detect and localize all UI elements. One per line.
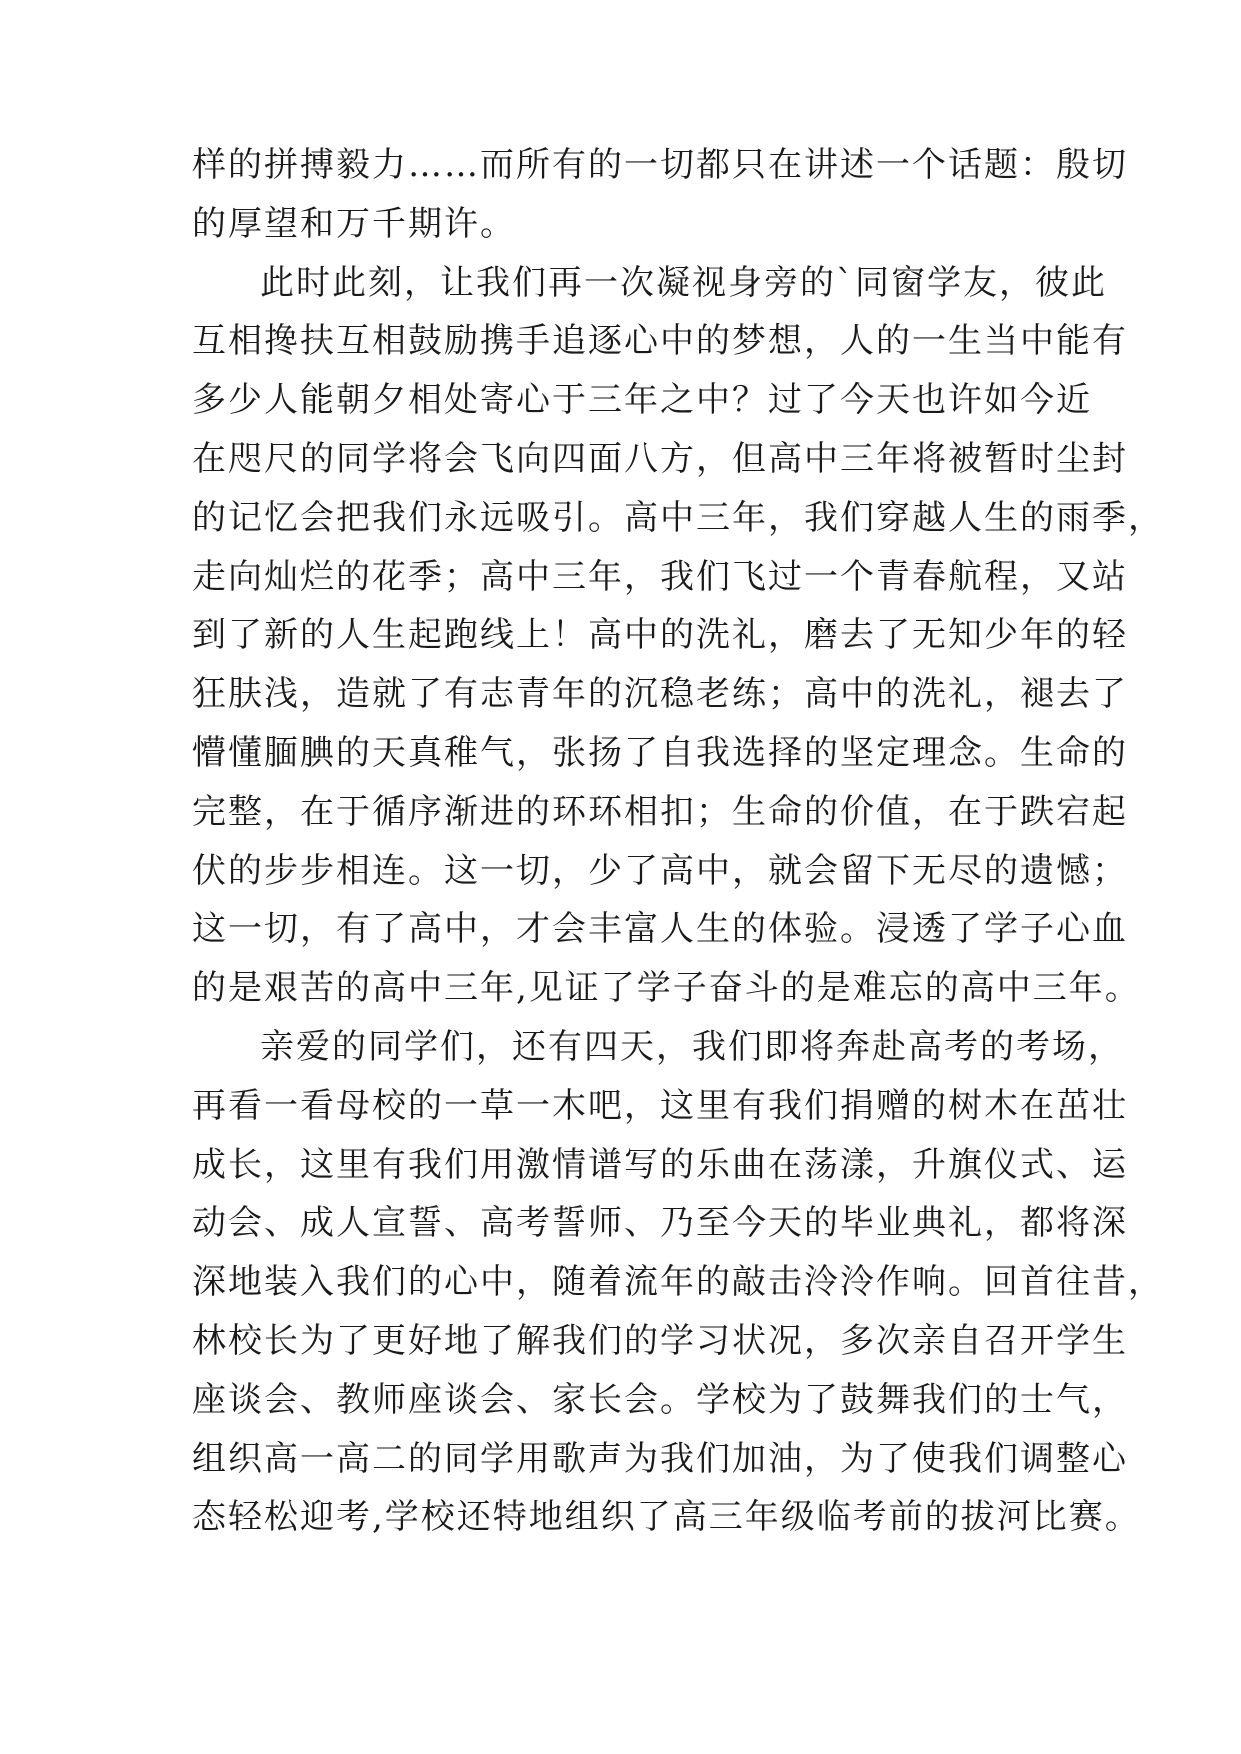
text-line: 完整，在于循序渐进的环环相扣；生命的价值，在于跌宕起 [192, 791, 1128, 832]
text-line: 组织高一高二的同学用歌声为我们加油，为了使我们调整心 [192, 1438, 1128, 1479]
text-line: 懵懂腼腆的天真稚气，张扬了自我选择的坚定理念。生命的 [192, 732, 1128, 773]
text-line: 态轻松迎考,学校还特地组织了高三年级临考前的拔河比赛。 [192, 1497, 1141, 1538]
text-line: 林校长为了更好地了解我们的学习状况，多次亲自召开学生 [192, 1320, 1128, 1361]
text-line: 走向灿烂的花季；高中三年，我们飞过一个青春航程，又站 [192, 556, 1128, 597]
text-line: 在咫尺的同学将会飞向四面八方，但高中三年将被暂时尘封 [192, 438, 1128, 479]
text-line: 互相搀扶互相鼓励携手追逐心中的梦想，人的一生当中能有 [192, 321, 1128, 362]
text-line: 成长，这里有我们用激情谱写的乐曲在荡漾，升旗仪式、运 [192, 1144, 1128, 1185]
text-line: 伏的步步相连。这一切，少了高中，就会留下无尽的遗憾； [192, 850, 1128, 891]
text-line: 此时此刻，让我们再一次凝视身旁的`同窗学友，彼此 [260, 262, 1107, 303]
text-line: 动会、成人宣誓、高考誓师、乃至今天的毕业典礼，都将深 [192, 1203, 1128, 1244]
text-line: 狂肤浅，造就了有志青年的沉稳老练；高中的洗礼，褪去了 [192, 674, 1128, 715]
body-text [192, 136, 1164, 1547]
text-line: 的记忆会把我们永远吸引。高中三年，我们穿越人生的雨季， [192, 497, 1164, 538]
text-line: 再看一看母校的一草一木吧，这里有我们捐赠的树木在茁壮 [192, 1085, 1128, 1126]
text-line: 座谈会、教师座谈会、家长会。学校为了鼓舞我们的士气， [192, 1379, 1128, 1420]
text-line: 深地装入我们的心中，随着流年的敲击泠泠作响。回首往昔， [192, 1262, 1164, 1303]
text-line: 到了新的人生起跑线上！高中的洗礼，磨去了无知少年的轻 [192, 615, 1128, 656]
text-line: 样的拼搏毅力……而所有的一切都只在讲述一个话题：殷切 [192, 145, 1128, 185]
text-line: 多少人能朝夕相处寄心于三年之中？过了今天也许如今近 [192, 380, 1092, 421]
text-line: 的是艰苦的高中三年,见证了学子奋斗的是难忘的高中三年。 [192, 968, 1141, 1009]
text-line: 这一切，有了高中，才会丰富人生的体验。浸透了学子心血 [192, 909, 1128, 950]
text-line: 的厚望和万千期许。 [192, 203, 516, 244]
text-line: 亲爱的同学们，还有四天，我们即将奔赴高考的考场， [260, 1026, 1124, 1067]
